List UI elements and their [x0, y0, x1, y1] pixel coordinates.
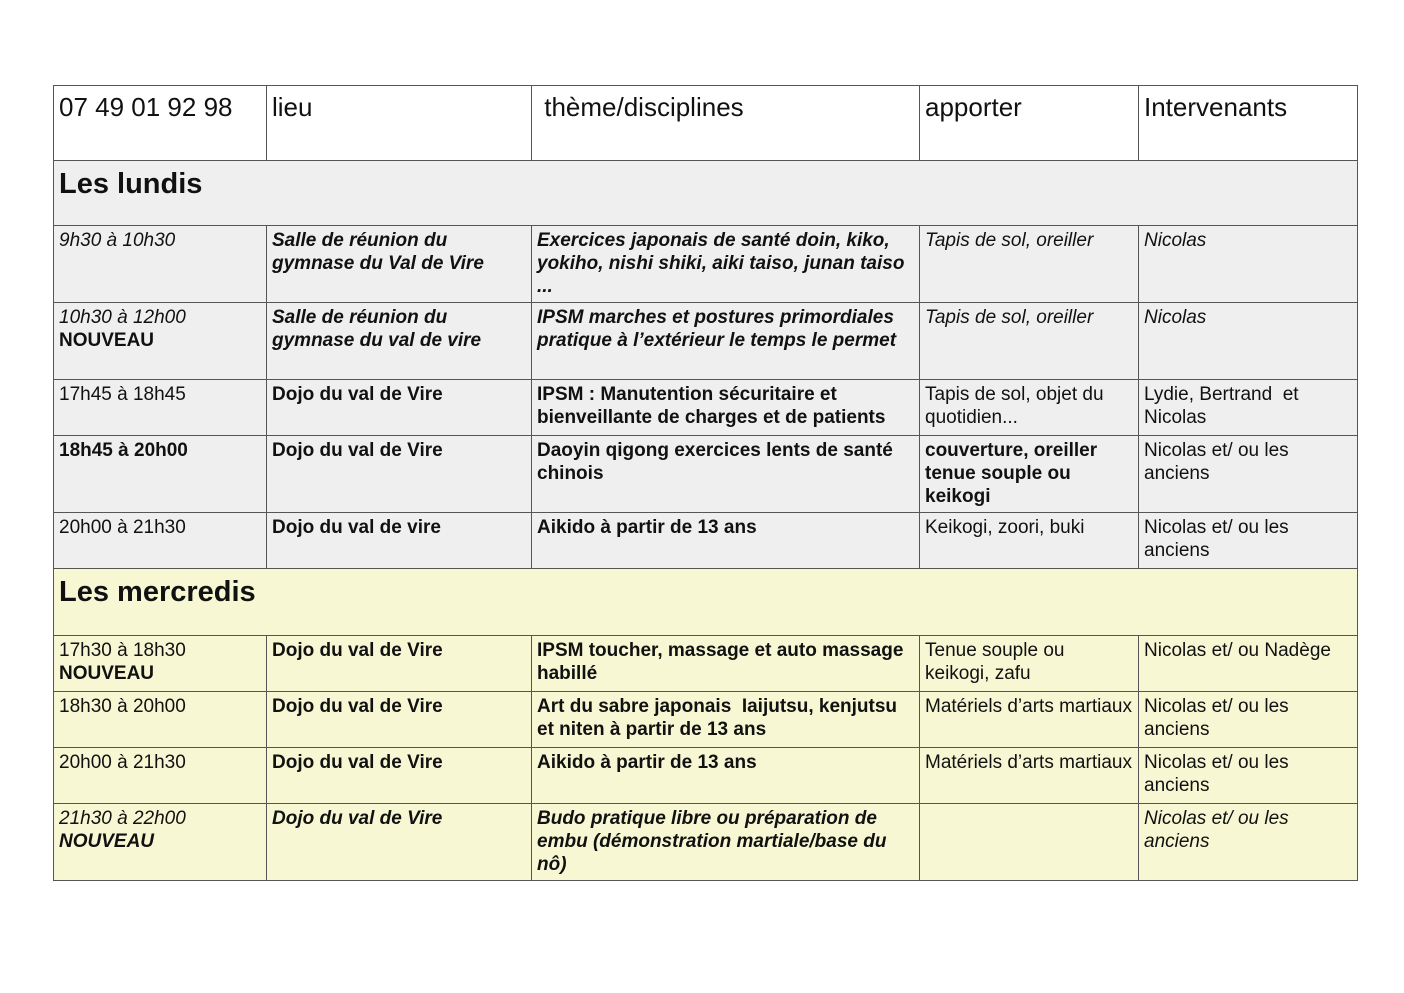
- theme-cell: Aikido à partir de 13 ans: [532, 748, 920, 804]
- time-text: 18h30 à 20h00: [59, 696, 186, 717]
- time-cell: [54, 226, 267, 303]
- lieu-cell: Dojo du val de Vire: [267, 436, 532, 513]
- time-cell: [54, 380, 267, 436]
- section-title-lundis: Les lundis: [54, 161, 1358, 226]
- time-text: 20h00 à 21h30: [59, 752, 186, 773]
- table-row: [54, 804, 1358, 881]
- time-cell: [54, 804, 267, 881]
- header-intervenants: Intervenants: [1139, 86, 1358, 161]
- intervenants-cell: Nicolas et/ ou les anciens: [1139, 436, 1358, 513]
- lieu-cell: Dojo du val de vire: [267, 513, 532, 569]
- time-cell: [54, 513, 267, 569]
- table-row: [54, 513, 1358, 569]
- theme-cell: Aikido à partir de 13 ans: [532, 513, 920, 569]
- nouveau-badge: NOUVEAU: [59, 330, 155, 351]
- theme-cell: IPSM : Manutention sécuritaire et bienveillante de charges et de patients: [532, 380, 920, 436]
- time-text: 21h30 à 22h00: [59, 808, 186, 829]
- table-row: [54, 692, 1358, 748]
- schedule-table: [53, 85, 1358, 881]
- theme-cell: Exercices japonais de santé doin, kiko, yokiho, nishi shiki, aiki taiso, junan taiso ...: [532, 226, 920, 303]
- lieu-cell: Dojo du val de Vire: [267, 692, 532, 748]
- intervenants-cell: Nicolas et/ ou les anciens: [1139, 692, 1358, 748]
- table-row: [54, 436, 1358, 513]
- intervenants-cell: Nicolas et/ ou les anciens: [1139, 748, 1358, 804]
- intervenants-cell: Nicolas et/ ou les anciens: [1139, 804, 1358, 881]
- apporter-cell: Matériels d’arts martiaux: [920, 748, 1139, 804]
- time-cell: [54, 748, 267, 804]
- apporter-cell: Tenue souple ou keikogi, zafu: [920, 636, 1139, 692]
- nouveau-badge: NOUVEAU: [59, 663, 155, 684]
- time-text: 10h30 à 12h00: [59, 307, 186, 328]
- intervenants-cell: Lydie, Bertrand et Nicolas: [1139, 380, 1358, 436]
- time-cell: [54, 692, 267, 748]
- section-mercredis: [54, 569, 1358, 636]
- theme-cell: IPSM marches et postures primordiales pratique à l’extérieur le temps le permet: [532, 303, 920, 380]
- intervenants-cell: Nicolas et/ ou les anciens: [1139, 513, 1358, 569]
- time-text: 9h30 à 10h30: [59, 230, 176, 251]
- table-row: [54, 226, 1358, 303]
- intervenants-cell: Nicolas: [1139, 303, 1358, 380]
- apporter-cell: couverture, oreiller tenue souple ou keikogi: [920, 436, 1139, 513]
- time-cell: [54, 436, 267, 513]
- lieu-cell: Salle de réunion du gymnase du Val de Vire: [267, 226, 532, 303]
- lieu-cell: Dojo du val de Vire: [267, 748, 532, 804]
- table-row: [54, 303, 1358, 380]
- time-cell: [54, 303, 267, 380]
- nouveau-badge: NOUVEAU: [59, 831, 155, 852]
- lieu-cell: Dojo du val de Vire: [267, 804, 532, 881]
- time-text: 17h30 à 18h30: [59, 640, 186, 661]
- intervenants-cell: Nicolas et/ ou Nadège: [1139, 636, 1358, 692]
- section-title-mercredis: Les mercredis: [54, 569, 1358, 636]
- section-lundis: [54, 161, 1358, 226]
- apporter-cell: Tapis de sol, oreiller: [920, 226, 1139, 303]
- table-row: [54, 380, 1358, 436]
- lieu-cell: Dojo du val de Vire: [267, 380, 532, 436]
- header-theme: thème/disciplines: [532, 86, 920, 161]
- theme-cell: Budo pratique libre ou préparation de embu (démonstration martiale/base du nô): [532, 804, 920, 881]
- header-lieu: lieu: [267, 86, 532, 161]
- time-text: 17h45 à 18h45: [59, 384, 186, 405]
- time-text: 20h00 à 21h30: [59, 517, 186, 538]
- lieu-cell: Salle de réunion du gymnase du val de vire: [267, 303, 532, 380]
- theme-cell: Art du sabre japonais Iaijutsu, kenjutsu et niten à partir de 13 ans: [532, 692, 920, 748]
- header-row: [54, 86, 1358, 161]
- apporter-cell: Keikogi, zoori, buki: [920, 513, 1139, 569]
- theme-cell: IPSM toucher, massage et auto massage habillé: [532, 636, 920, 692]
- table-row: [54, 636, 1358, 692]
- time-cell: [54, 636, 267, 692]
- lieu-cell: Dojo du val de Vire: [267, 636, 532, 692]
- table-row: [54, 748, 1358, 804]
- theme-cell: Daoyin qigong exercices lents de santé chinois: [532, 436, 920, 513]
- apporter-cell: Tapis de sol, oreiller: [920, 303, 1139, 380]
- apporter-cell: Tapis de sol, objet du quotidien...: [920, 380, 1139, 436]
- apporter-cell: [920, 804, 1139, 881]
- intervenants-cell: Nicolas: [1139, 226, 1358, 303]
- apporter-cell: Matériels d’arts martiaux: [920, 692, 1139, 748]
- phone-number: 07 49 01 92 98: [54, 86, 267, 161]
- header-apporter: apporter: [920, 86, 1139, 161]
- time-text: 18h45 à 20h00: [59, 440, 188, 461]
